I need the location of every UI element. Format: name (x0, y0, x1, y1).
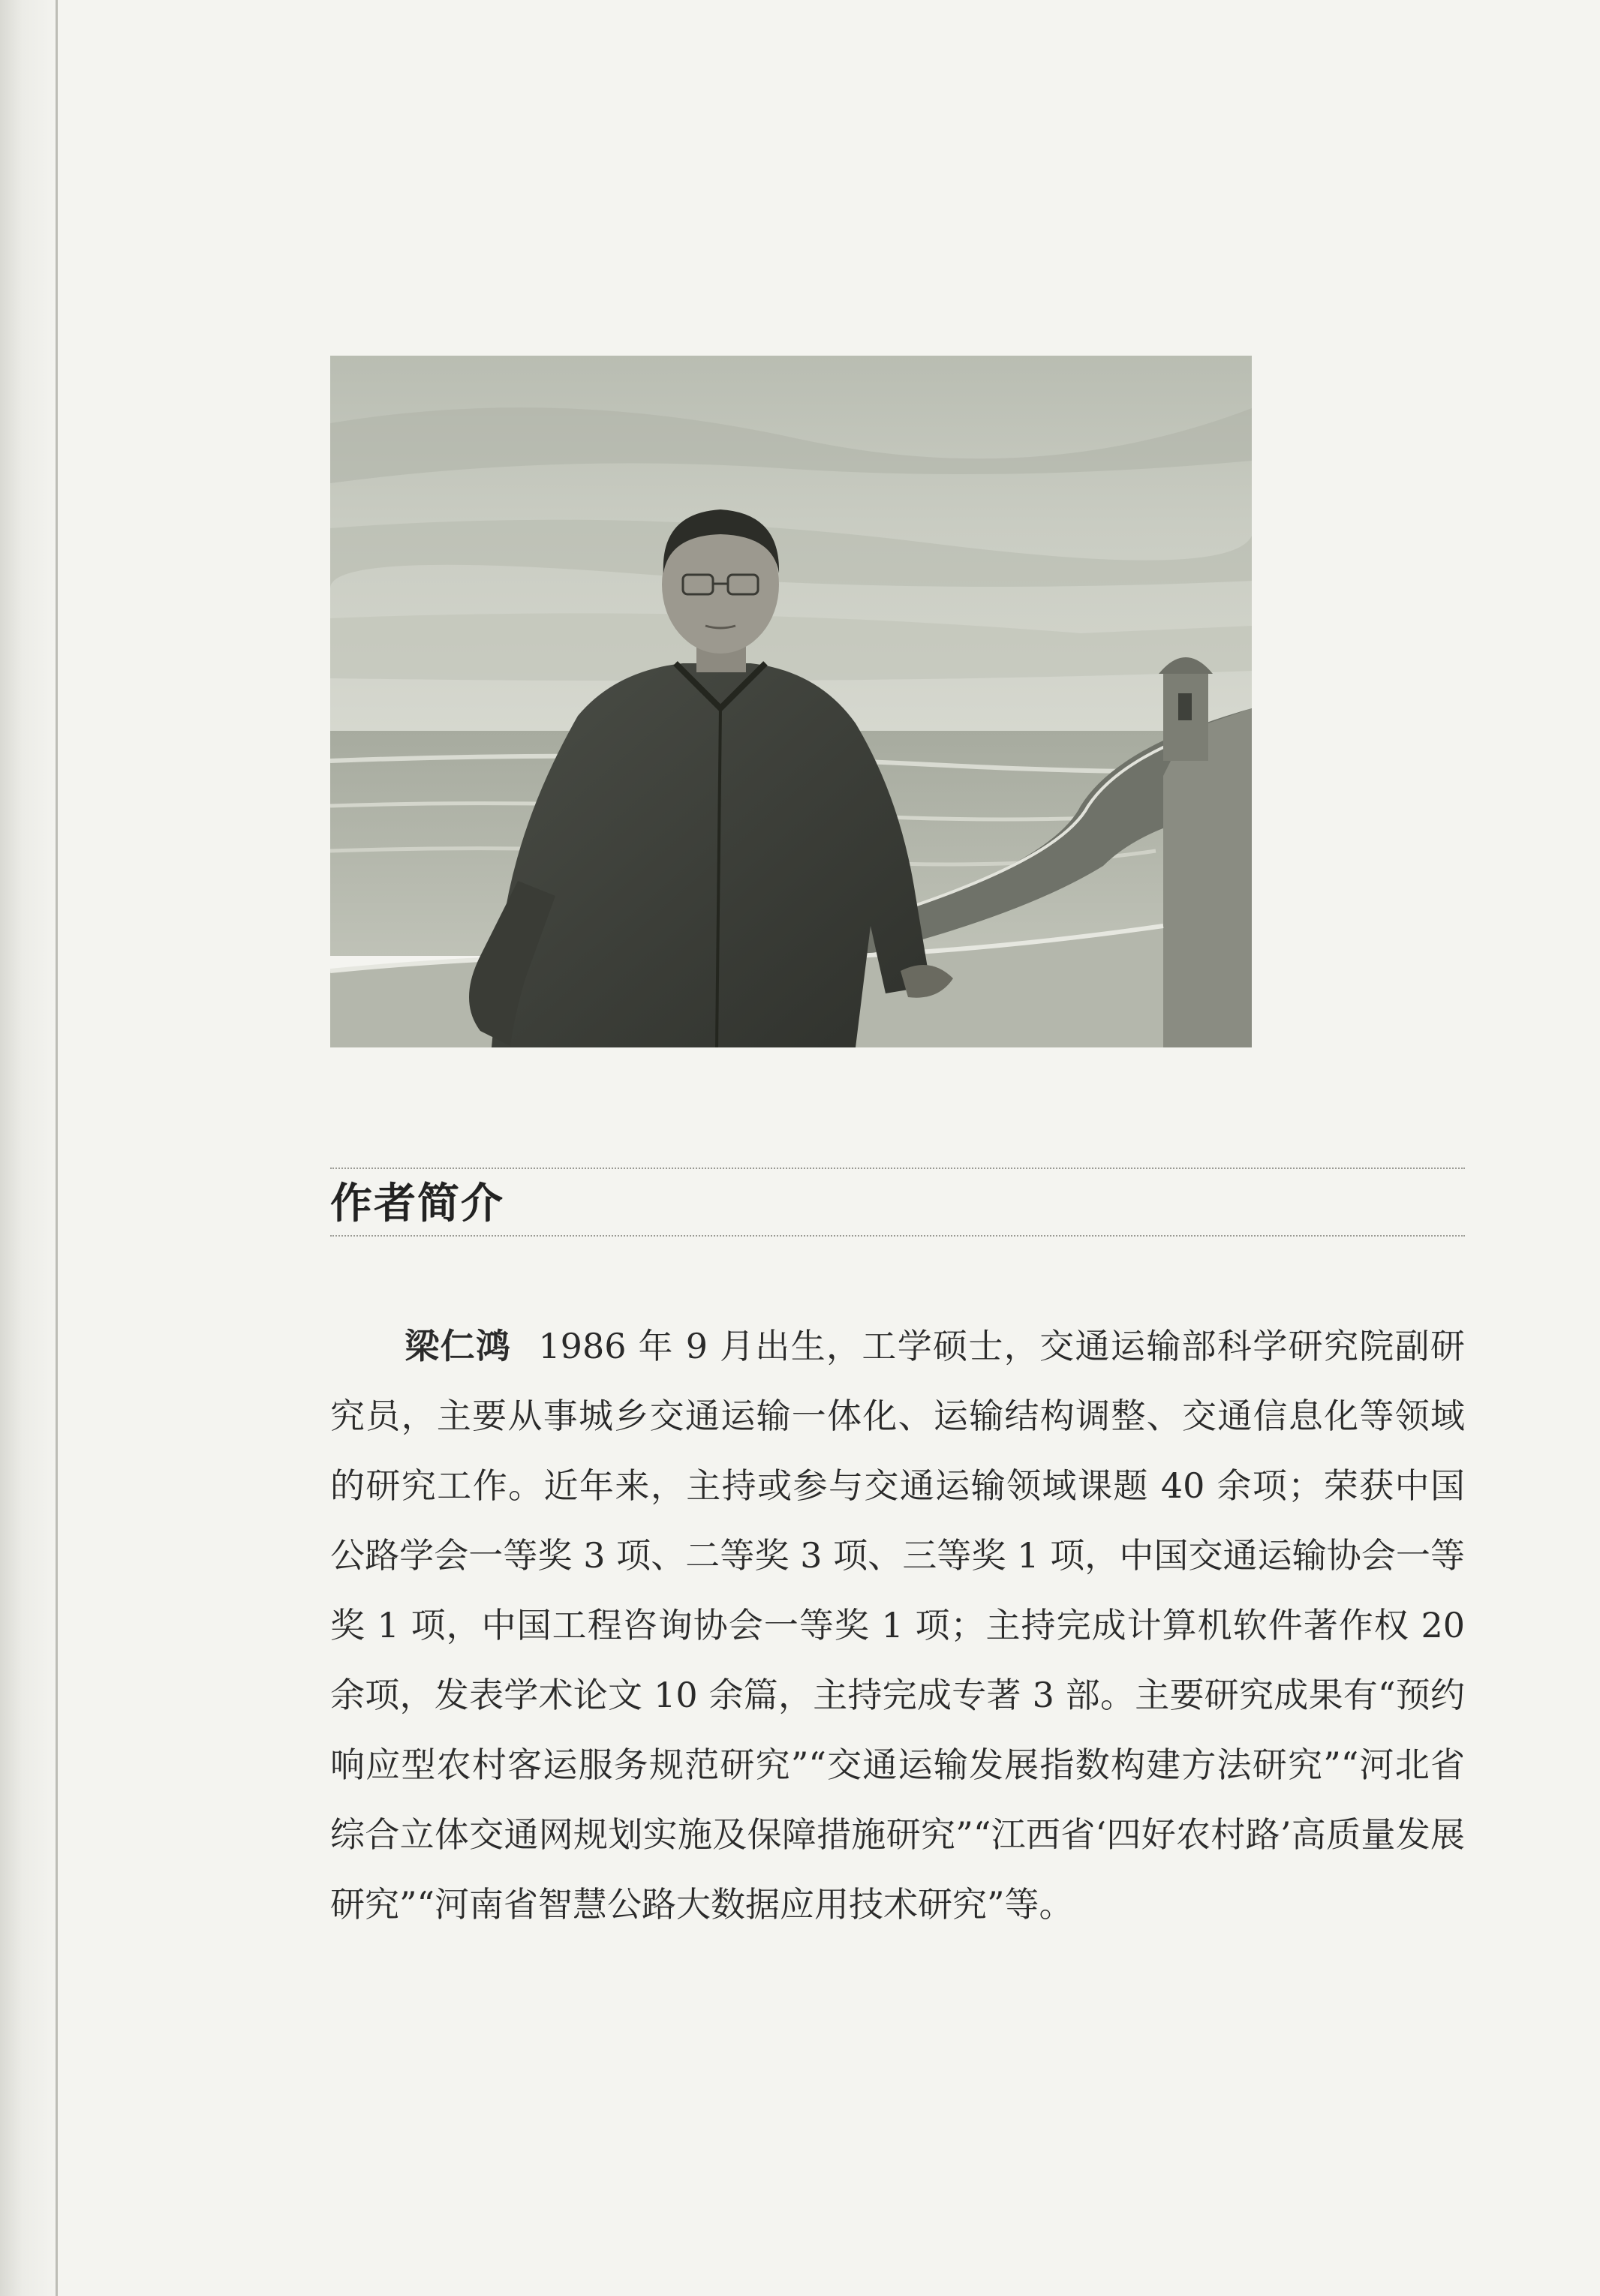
author-bio (330, 1312, 1465, 1940)
heading-rule-bottom (330, 1235, 1465, 1237)
page-spine-line (56, 0, 58, 2296)
photo-watchtower-window (1178, 693, 1192, 720)
author-name: 梁仁鸿 (404, 1326, 512, 1366)
heading-rule-top (330, 1168, 1465, 1169)
section-heading: 作者简介 (330, 1180, 504, 1228)
author-photo (330, 356, 1252, 1047)
author-bio-text: 1986 年 9 月出生，工学硕士，交通运输部科学研究院副研究员，主要从事城乡交通运输一体化、运输结构调整、交通信息化等领域的研究工作。近年来，主持或参与交通运输领域课题 40 余项；荣获中国公路学会一等奖 3 项、二等奖 3 项、三等奖 1 项，中国交通运输协会一等奖 1 项，中国工程咨询协会一等奖 1 项；主持完成计算机软件著作权 20 余项，发表学术论文 10 余篇，主持完成专著 3 部。主要研究成果有“预约响应型农村客运服务规范研究”“交通运输发展指数构建方法研究”“河北省综合立体交通网规划实施及保障措施研究”“江西省‘四好农村路’高质量发展研究”“河南省智慧公路大数据应用技术研究”等。 (330, 1326, 1466, 1925)
page-spine-shadow (0, 0, 60, 2296)
